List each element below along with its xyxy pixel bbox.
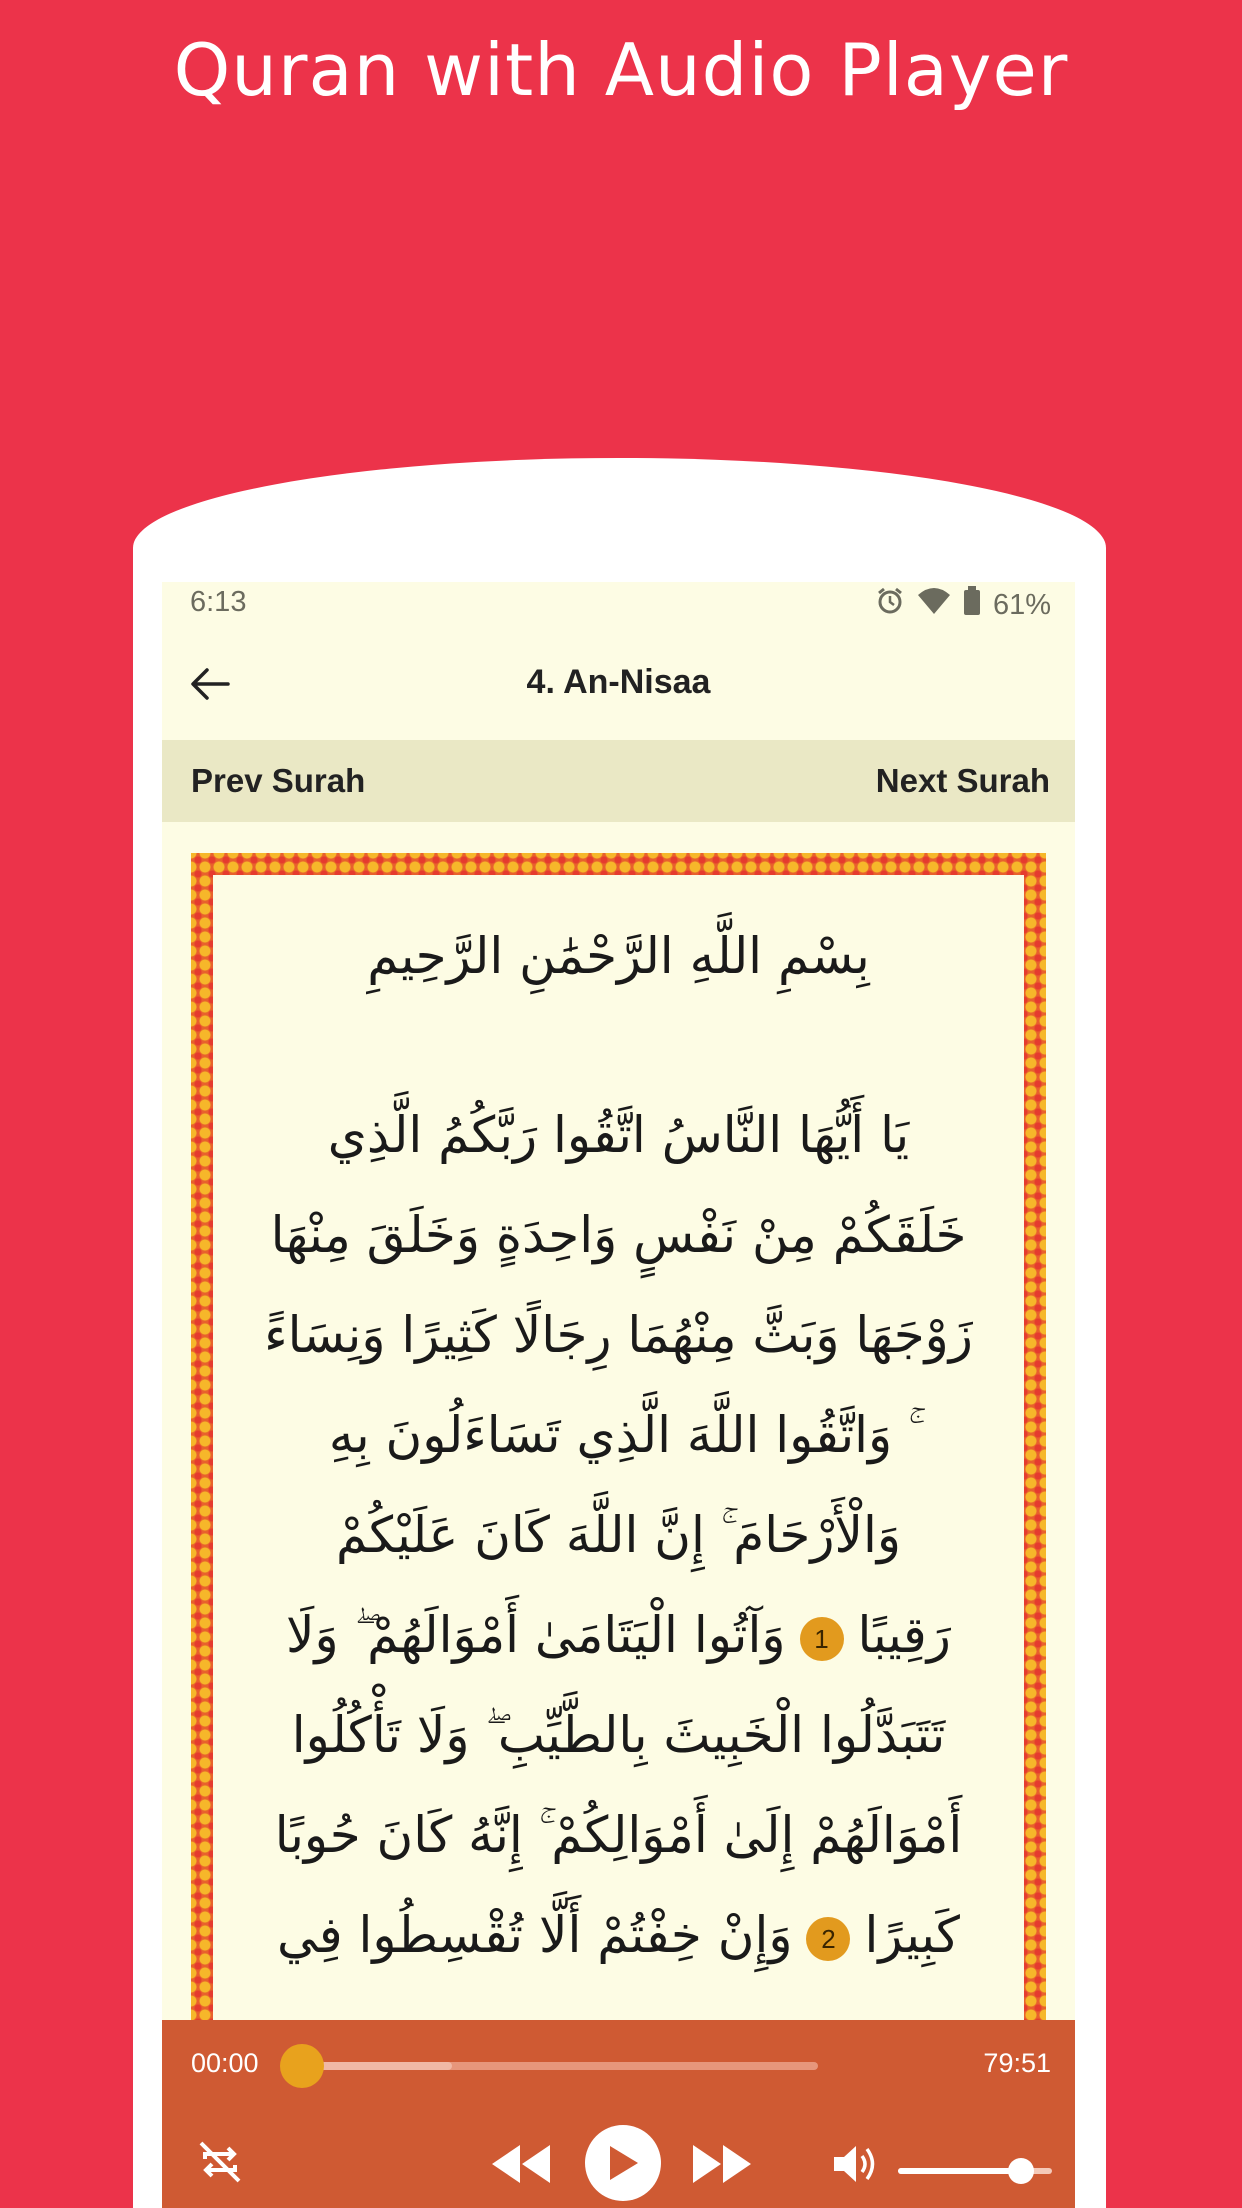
seek-buffer [302,2062,452,2070]
verse-line [213,1585,1024,1685]
app-screen [162,582,1075,2208]
surah-nav [162,740,1075,822]
ayah-number-badge[interactable]: 1 [800,1617,844,1661]
prev-surah-button[interactable]: Prev Surah [191,762,366,799]
wifi-icon [917,587,951,623]
verse-line: زَوْجَهَا وَبَثَّ مِنْهُمَا رِجَالًا كَثِيرًا وَنِسَاءً [264,1306,973,1364]
play-icon [606,2144,640,2182]
verse-text [213,1085,1024,1985]
volume-button[interactable] [828,2136,884,2192]
bismillah: بِسْمِ اللَّهِ الرَّحْمَٰنِ الرَّحِيمِ [367,927,870,985]
volume-slider[interactable] [898,2168,1052,2174]
verse-line: وَالْأَرْحَامَ ۚ إِنَّ اللَّهَ كَانَ عَلَيْكُمْ [335,1506,902,1564]
verse-line: أَمْوَالَهُمْ إِلَىٰ أَمْوَالِكُمْ ۚ إِنَّهُ كَانَ حُوبًا [274,1806,963,1864]
page-title: 4. An-Nisaa [526,663,711,701]
verse-fragment: كَبِيرًا [864,1906,960,1964]
verse-line: يَا أَيُّهَا النَّاسُ اتَّقُوا رَبَّكُمُ الَّذِي [327,1106,910,1164]
arrow-left-icon [190,667,230,701]
ornamental-border [191,853,1046,2208]
total-time: 79:51 [983,2048,1051,2078]
alarm-icon [875,586,905,624]
current-time: 00:00 [191,2048,259,2078]
repeat-button[interactable] [190,2132,250,2192]
volume-thumb[interactable] [1008,2158,1034,2184]
fast-forward-button[interactable] [689,2136,755,2192]
battery-icon [963,586,981,624]
fast-forward-icon [691,2143,753,2185]
verse-fragment: رَقِيبًا [857,1606,951,1664]
rewind-button[interactable] [488,2136,554,2192]
verse-line: تَتَبَدَّلُوا الْخَبِيثَ بِالطَّيِّبِ ۖ وَلَا تَأْكُلُوا [291,1706,946,1764]
audio-player [162,2020,1075,2208]
verse-line: خَلَقَكُمْ مِنْ نَفْسٍ وَاحِدَةٍ وَخَلَقَ مِنْهَا [270,1206,967,1264]
reader-page [213,875,1024,2208]
verse-fragment: وَإِنْ خِفْتُمْ أَلَّا تُقْسِطُوا فِي [277,1906,793,1964]
seek-thumb[interactable] [280,2044,324,2088]
battery-percent: 61% [992,588,1051,621]
verse-fragment: وَآتُوا الْيَتَامَىٰ أَمْوَالَهُمْ ۖ وَلَا [286,1606,786,1664]
app-bar [162,624,1075,740]
rewind-icon [490,2143,552,2185]
next-surah-button[interactable]: Next Surah [875,762,1050,799]
volume-fill [898,2168,1021,2174]
verse-line: ۚ وَاتَّقُوا اللَّهَ الَّذِي تَسَاءَلُونَ بِهِ [328,1406,909,1464]
play-button[interactable] [585,2125,661,2201]
repeat-off-icon [195,2137,245,2187]
promo-title: Quran with Audio Player [173,28,1069,112]
status-icons [875,586,1051,624]
volume-icon [832,2142,880,2186]
seek-bar[interactable] [302,2062,818,2070]
status-time: 6:13 [190,586,247,618]
ayah-number-badge[interactable]: 2 [806,1917,850,1961]
back-button[interactable] [180,654,240,714]
verse-line [213,1885,1024,1985]
status-bar [162,582,1075,624]
